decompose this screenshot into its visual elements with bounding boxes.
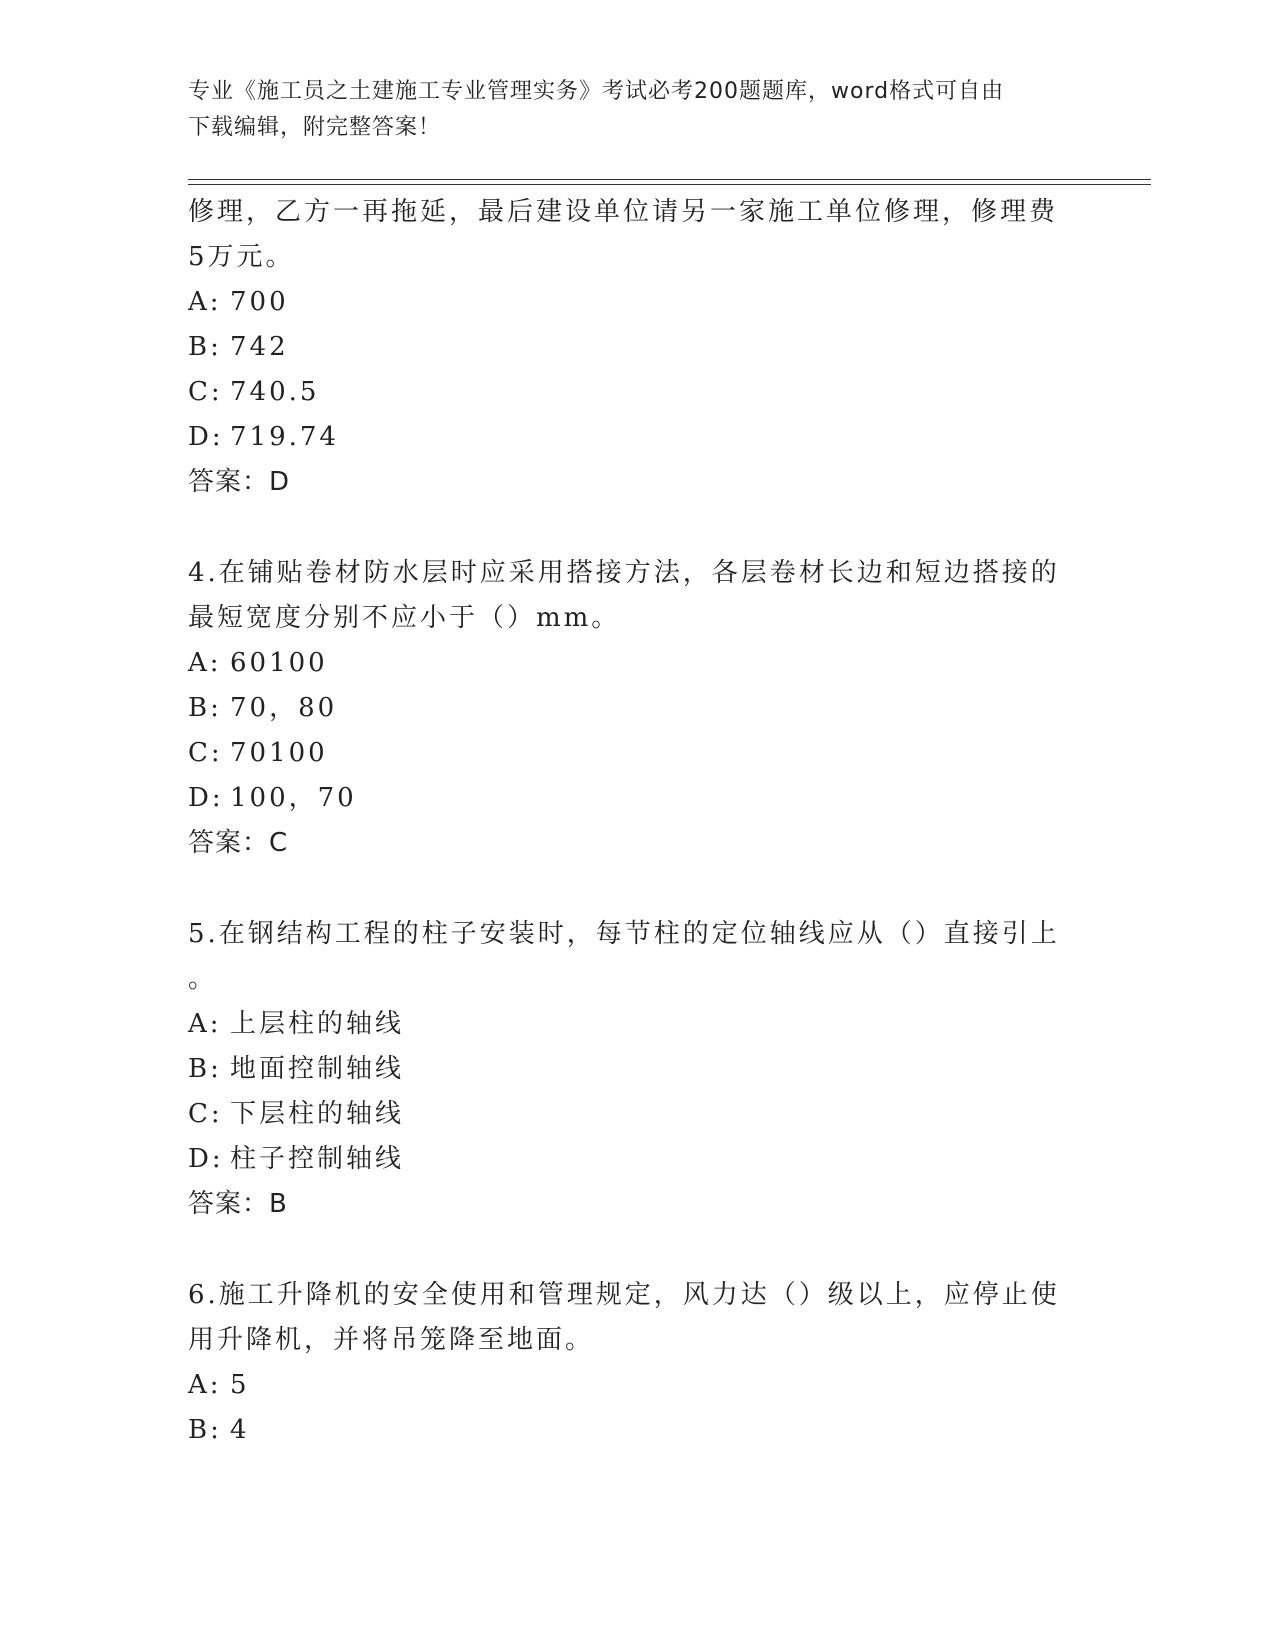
answer: 答案：D xyxy=(188,467,291,497)
option-text: 60100 xyxy=(230,648,328,678)
option-label: B: xyxy=(188,1415,222,1445)
option-b xyxy=(188,1408,1068,1453)
option-text: 下层柱的轴线 xyxy=(230,1099,405,1129)
question-6 xyxy=(188,1273,1068,1453)
answer: 答案：B xyxy=(188,1189,288,1219)
answer: 答案：C xyxy=(188,828,289,858)
option-text: 上层柱的轴线 xyxy=(230,1009,405,1039)
option-b xyxy=(188,325,1068,370)
question-6-text xyxy=(188,1273,1068,1363)
option-label: C: xyxy=(188,738,223,768)
option-label: A: xyxy=(188,1009,222,1039)
document-header xyxy=(188,74,1068,146)
option-b xyxy=(188,686,1068,731)
question-4 xyxy=(188,551,1068,866)
question-text-line: 修理，乙方一再拖延，最后建设单位请另一家施工单位修理，修理费 xyxy=(188,197,1059,227)
option-a xyxy=(188,280,1068,325)
option-text: 70，80 xyxy=(230,693,338,723)
option-b xyxy=(188,1047,1068,1092)
option-d xyxy=(188,776,1068,821)
option-label: D: xyxy=(188,422,224,452)
option-label: D: xyxy=(188,783,224,813)
header-line-2: 下载编辑，附完整答案！ xyxy=(188,115,442,140)
option-text: 地面控制轴线 xyxy=(230,1054,405,1084)
option-text: 700 xyxy=(230,287,289,317)
option-label: B: xyxy=(188,332,222,362)
question-list xyxy=(188,188,1068,1453)
option-text: 740.5 xyxy=(230,377,320,407)
question-4-text xyxy=(188,551,1068,641)
option-label: C: xyxy=(188,1099,223,1129)
header-line-1: 专业《施工员之土建施工专业管理实务》考试必考200题题库，word格式可自由 xyxy=(188,79,1005,104)
header-rule-top xyxy=(188,179,1151,180)
option-text: 100，70 xyxy=(230,783,357,813)
question-text-line: 6.施工升降机的安全使用和管理规定，风力达（）级以上，应停止使 xyxy=(188,1280,1060,1310)
question-text-line: 最短宽度分别不应小于（）mm。 xyxy=(188,603,621,633)
question-text-line: 4.在铺贴卷材防水层时应采用搭接方法，各层卷材长边和短边搭接的 xyxy=(188,558,1060,588)
question-text-line: 。 xyxy=(188,964,218,994)
option-label: B: xyxy=(188,1054,222,1084)
option-text: 4 xyxy=(230,1415,250,1445)
question-text-line: 用升降机，并将吊笼降至地面。 xyxy=(188,1325,595,1355)
option-label: A: xyxy=(188,648,222,678)
option-text: 柱子控制轴线 xyxy=(230,1144,405,1174)
option-c xyxy=(188,731,1068,776)
option-label: B: xyxy=(188,693,222,723)
question-3-text xyxy=(188,190,1068,280)
option-text: 719.74 xyxy=(230,422,339,452)
option-text: 5 xyxy=(230,1370,250,1400)
option-d xyxy=(188,415,1068,460)
option-text: 70100 xyxy=(230,738,328,768)
option-label: D: xyxy=(188,1144,224,1174)
question-5-text xyxy=(188,912,1068,1002)
header-rule-bottom xyxy=(188,184,1151,185)
option-d xyxy=(188,1137,1068,1182)
option-c xyxy=(188,370,1068,415)
question-text-line: 5.在钢结构工程的柱子安装时，每节柱的定位轴线应从（）直接引上 xyxy=(188,919,1060,949)
option-a xyxy=(188,1363,1068,1408)
option-a xyxy=(188,641,1068,686)
option-a xyxy=(188,1002,1068,1047)
option-label: C: xyxy=(188,377,223,407)
question-text-line: 5万元。 xyxy=(188,242,295,272)
question-3 xyxy=(188,190,1068,505)
option-text: 742 xyxy=(230,332,289,362)
option-c xyxy=(188,1092,1068,1137)
option-label: A: xyxy=(188,1370,222,1400)
option-label: A: xyxy=(188,287,222,317)
question-5 xyxy=(188,912,1068,1227)
